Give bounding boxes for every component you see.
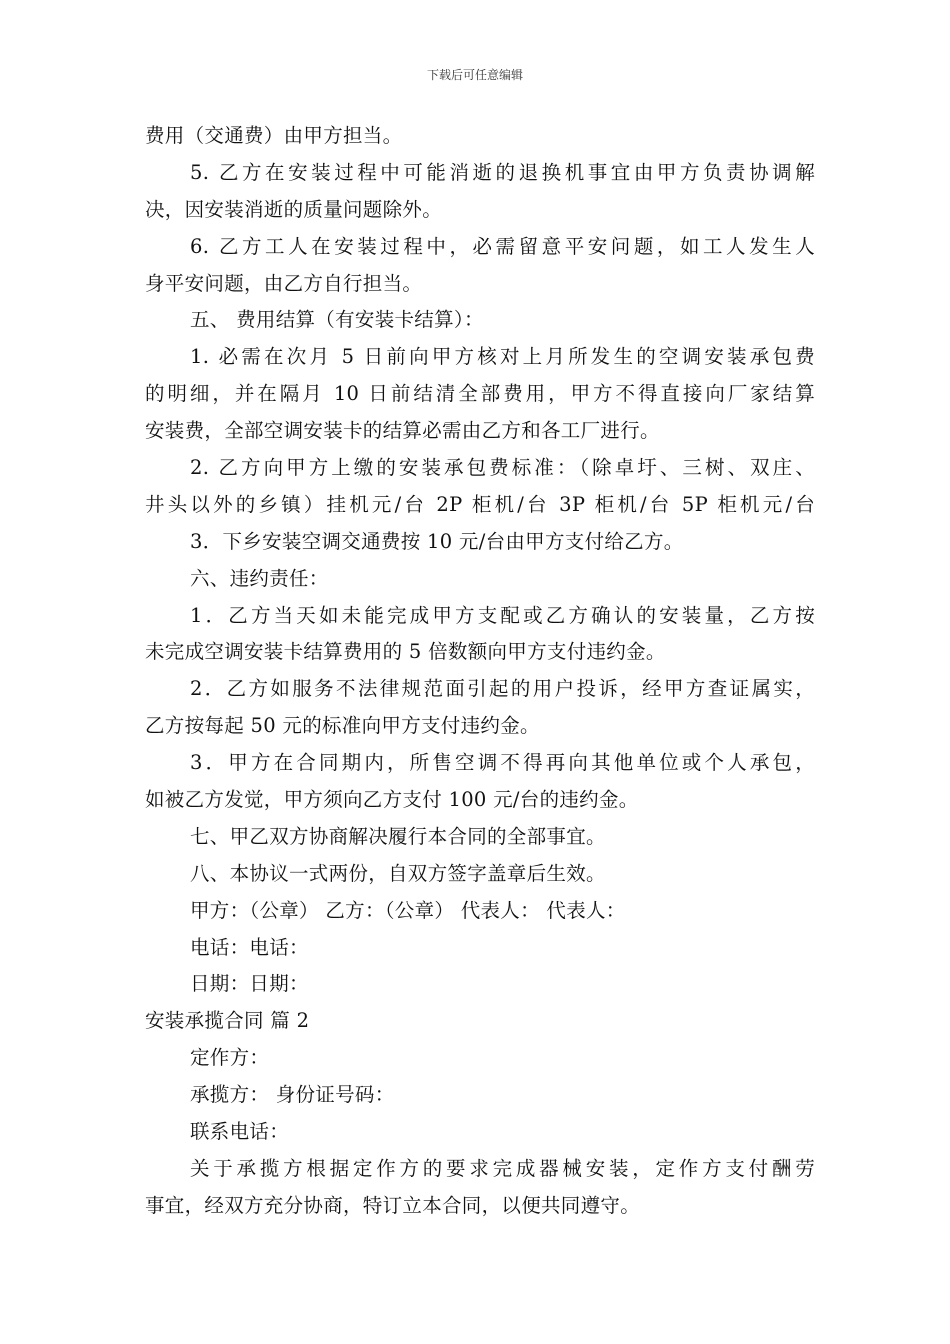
text-line: 事宜，经双方充分协商，特订立本合同，以便共同遵守。 xyxy=(145,1193,641,1217)
text-line: 1. 必需在次月 5 日前向甲方核对上月所发生的空调安装承包费 xyxy=(190,345,815,369)
text-line: 2．乙方如服务不法律规范面引起的用户投诉，经甲方查证属实， xyxy=(190,677,815,701)
text-line: 联系电话： xyxy=(190,1120,290,1144)
text-line: 井头以外的乡镇）挂机元/台 2P 柜机/台 3P 柜机/台 5P 柜机元/台 xyxy=(145,492,815,516)
text-line: 七、甲乙双方协商解决履行本合同的全部事宜。 xyxy=(190,824,606,848)
text-line: 安装承揽合同 篇 2 xyxy=(145,1009,310,1033)
text-line: 定作方： xyxy=(190,1046,270,1070)
text-line: 3．下乡安装空调交通费按 10 元/台由甲方支付给乙方。 xyxy=(190,529,684,553)
text-line: 电话：电话： xyxy=(190,935,309,959)
text-line: 五、 费用结算（有安装卡结算）： xyxy=(190,308,484,332)
text-line: 甲方：（公章） 乙方：（公章） 代表人： 代表人： xyxy=(190,898,626,922)
text-line: 未完成空调安装卡结算费用的 5 倍数额向甲方支付违约金。 xyxy=(145,640,666,664)
page-header: 下载后可任意编辑 xyxy=(426,68,523,82)
text-line: 2. 乙方向甲方上缴的安装承包费标准：（除卓圩、三树、双庄、 xyxy=(190,456,815,480)
text-line: 如被乙方发觉，甲方须向乙方支付 100 元/台的违约金。 xyxy=(145,788,639,812)
text-line: 的明细，并在隔月 10 日前结清全部费用，甲方不得直接向厂家结算 xyxy=(145,382,815,406)
text-line: 5. 乙方在安装过程中可能消逝的退换机事宜由甲方负责协调解 xyxy=(190,160,815,184)
text-line: 6. 乙方工人在安装过程中，必需留意平安问题，如工人发生人 xyxy=(190,234,815,258)
text-line: 六、违约责任： xyxy=(190,566,329,590)
document-body xyxy=(145,118,815,1225)
text-line: 1．乙方当天如未能完成甲方支配或乙方确认的安装量，乙方按 xyxy=(190,603,815,627)
text-line: 身平安问题，由乙方自行担当。 xyxy=(145,271,423,295)
text-line: 八、本协议一式两份，自双方签字盖章后生效。 xyxy=(190,861,606,885)
text-line: 日期：日期： xyxy=(190,972,309,996)
text-line: 3．甲方在合同期内，所售空调不得再向其他单位或个人承包， xyxy=(190,751,815,775)
text-line: 承揽方： 身份证号码： xyxy=(190,1083,395,1107)
text-line: 费用（交通费）由甲方担当。 xyxy=(145,124,403,147)
text-line: 关于承揽方根据定作方的要求完成器械安装，定作方支付酬劳 xyxy=(190,1156,815,1180)
text-line: 乙方按每起 50 元的标准向甲方支付违约金。 xyxy=(145,714,540,738)
text-line: 安装费，全部空调安装卡的结算必需由乙方和各工厂进行。 xyxy=(145,419,660,443)
text-line: 决，因安装消逝的质量问题除外。 xyxy=(145,197,443,221)
